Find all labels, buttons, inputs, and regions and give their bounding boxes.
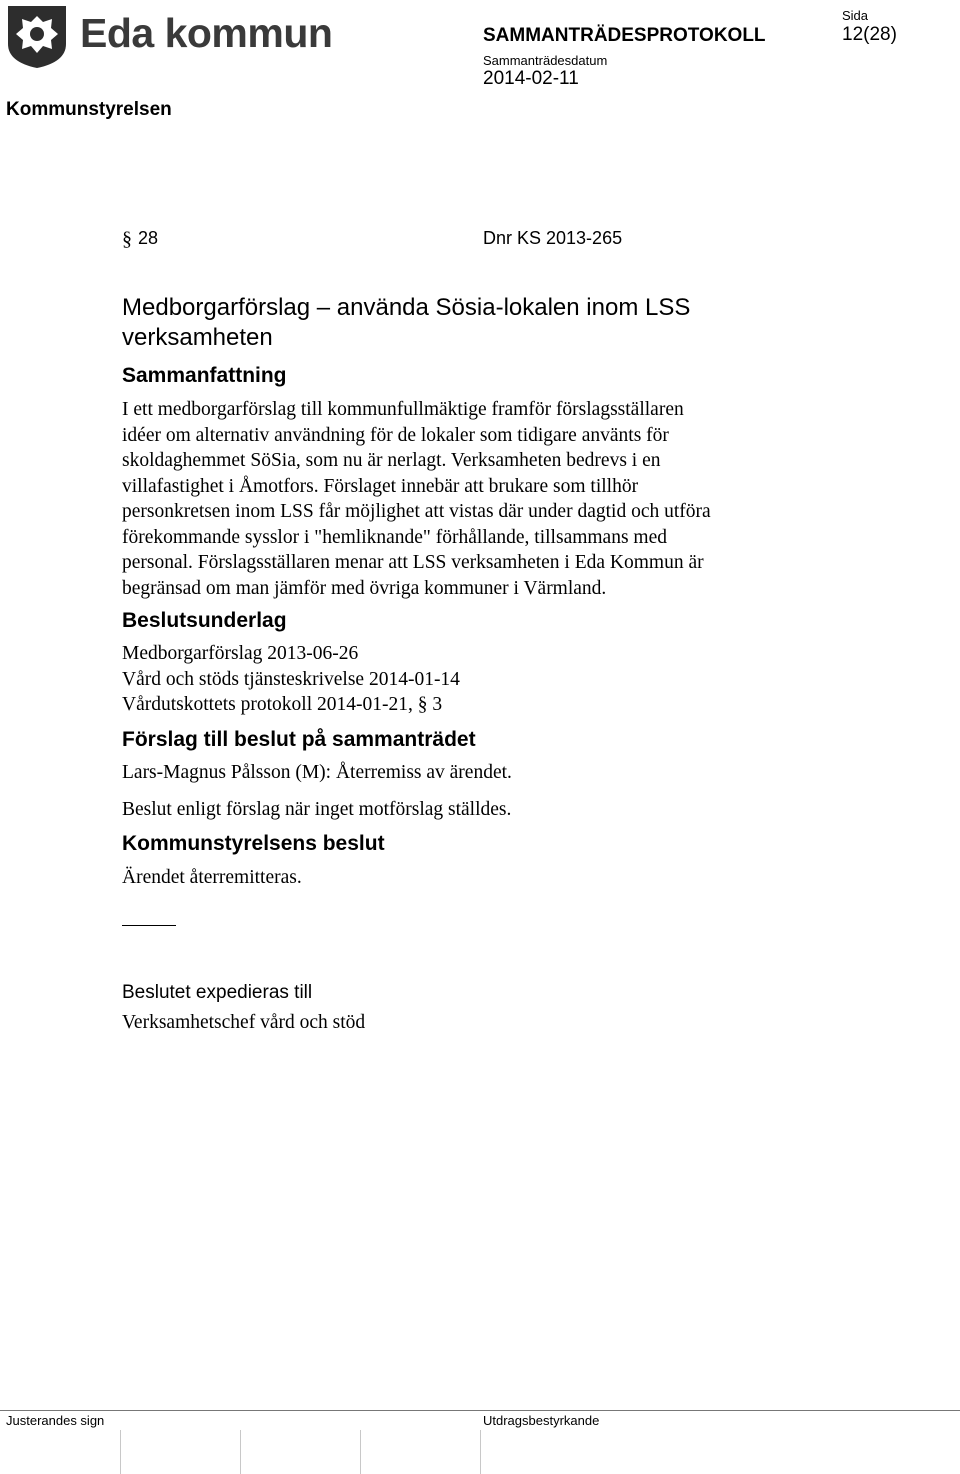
paragraph-sign: §	[122, 228, 132, 250]
summary-text	[122, 397, 822, 601]
board-name: Kommunstyrelsen	[6, 99, 172, 120]
signature-box-divider	[120, 1430, 121, 1474]
proposal-heading: Förslag till beslut på sammanträdet	[122, 728, 476, 751]
basis-item: Vårdutskottets protokoll 2014-01-21, § 3	[122, 694, 443, 715]
summary-line: personkretsen inom LSS får möjlighet att vistas där under dagtid och utföra	[122, 501, 711, 522]
summary-line: idéer om alternativ användning för de lokaler som tidigare använts för	[122, 424, 669, 446]
footer-signature-label: Justerandes sign	[6, 1413, 105, 1428]
distribution-text: Verksamhetschef vård och stöd	[122, 1012, 366, 1033]
basis-list	[122, 641, 460, 718]
summary-line: förekommande sysslor i "hemliknande" förhållande, tillsammans med	[122, 526, 668, 548]
basis-item: Medborgarförslag 2013-06-26	[122, 643, 359, 664]
eda-kommun-logo	[6, 4, 68, 70]
footer-certification-label: Utdragsbestyrkande	[483, 1413, 600, 1428]
diary-number: Dnr KS 2013-265	[483, 228, 623, 248]
summary-line: I ett medborgarförslag till kommunfullmäktige framför förslagsställaren	[122, 399, 684, 420]
proposal-text: Lars-Magnus Pålsson (M): Återremiss av ärendet.	[122, 762, 512, 783]
summary-heading: Sammanfattning	[122, 364, 287, 387]
signature-box-divider	[240, 1430, 241, 1474]
summary-line: personal. Förslagsställaren menar att LSS verksamheten i Eda Kommun är	[122, 552, 704, 573]
footer-divider	[0, 1410, 960, 1411]
basis-heading: Beslutsunderlag	[122, 609, 287, 632]
signature-box-divider	[480, 1430, 481, 1474]
meeting-date-label: Sammanträdesdatum	[483, 53, 608, 68]
summary-line: begränsad om man jämför med övriga kommuner i Värmland.	[122, 577, 607, 599]
paragraph-number: 28	[138, 228, 159, 248]
page-label: Sida	[842, 8, 869, 23]
section-divider	[122, 925, 176, 926]
proposal-note: Beslut enligt förslag när inget motförslag ställdes.	[122, 799, 512, 820]
decision-heading: Kommunstyrelsens beslut	[122, 832, 385, 855]
document-type: SAMMANTRÄDESPROTOKOLL	[483, 25, 766, 46]
page-number: 12(28)	[842, 24, 897, 45]
org-name: Eda kommun	[80, 10, 333, 56]
summary-line: skoldaghemmet SöSia, som nu är nerlagt. Verksamheten bedrevs i en	[122, 450, 661, 471]
basis-item: Vård och stöds tjänsteskrivelse 2014-01-14	[122, 668, 460, 690]
meeting-date-value: 2014-02-11	[483, 68, 579, 89]
distribution-heading: Beslutet expedieras till	[122, 982, 313, 1003]
decision-text: Ärendet återremitteras.	[122, 867, 302, 888]
item-title: Medborgarförslag – använda Sösia-lokalen inom LSS verksamheten	[122, 294, 691, 351]
signature-box-divider	[360, 1430, 361, 1474]
summary-line: villafastighet i Åmotfors. Förslaget innebär att brukare som tillhör	[122, 475, 639, 497]
